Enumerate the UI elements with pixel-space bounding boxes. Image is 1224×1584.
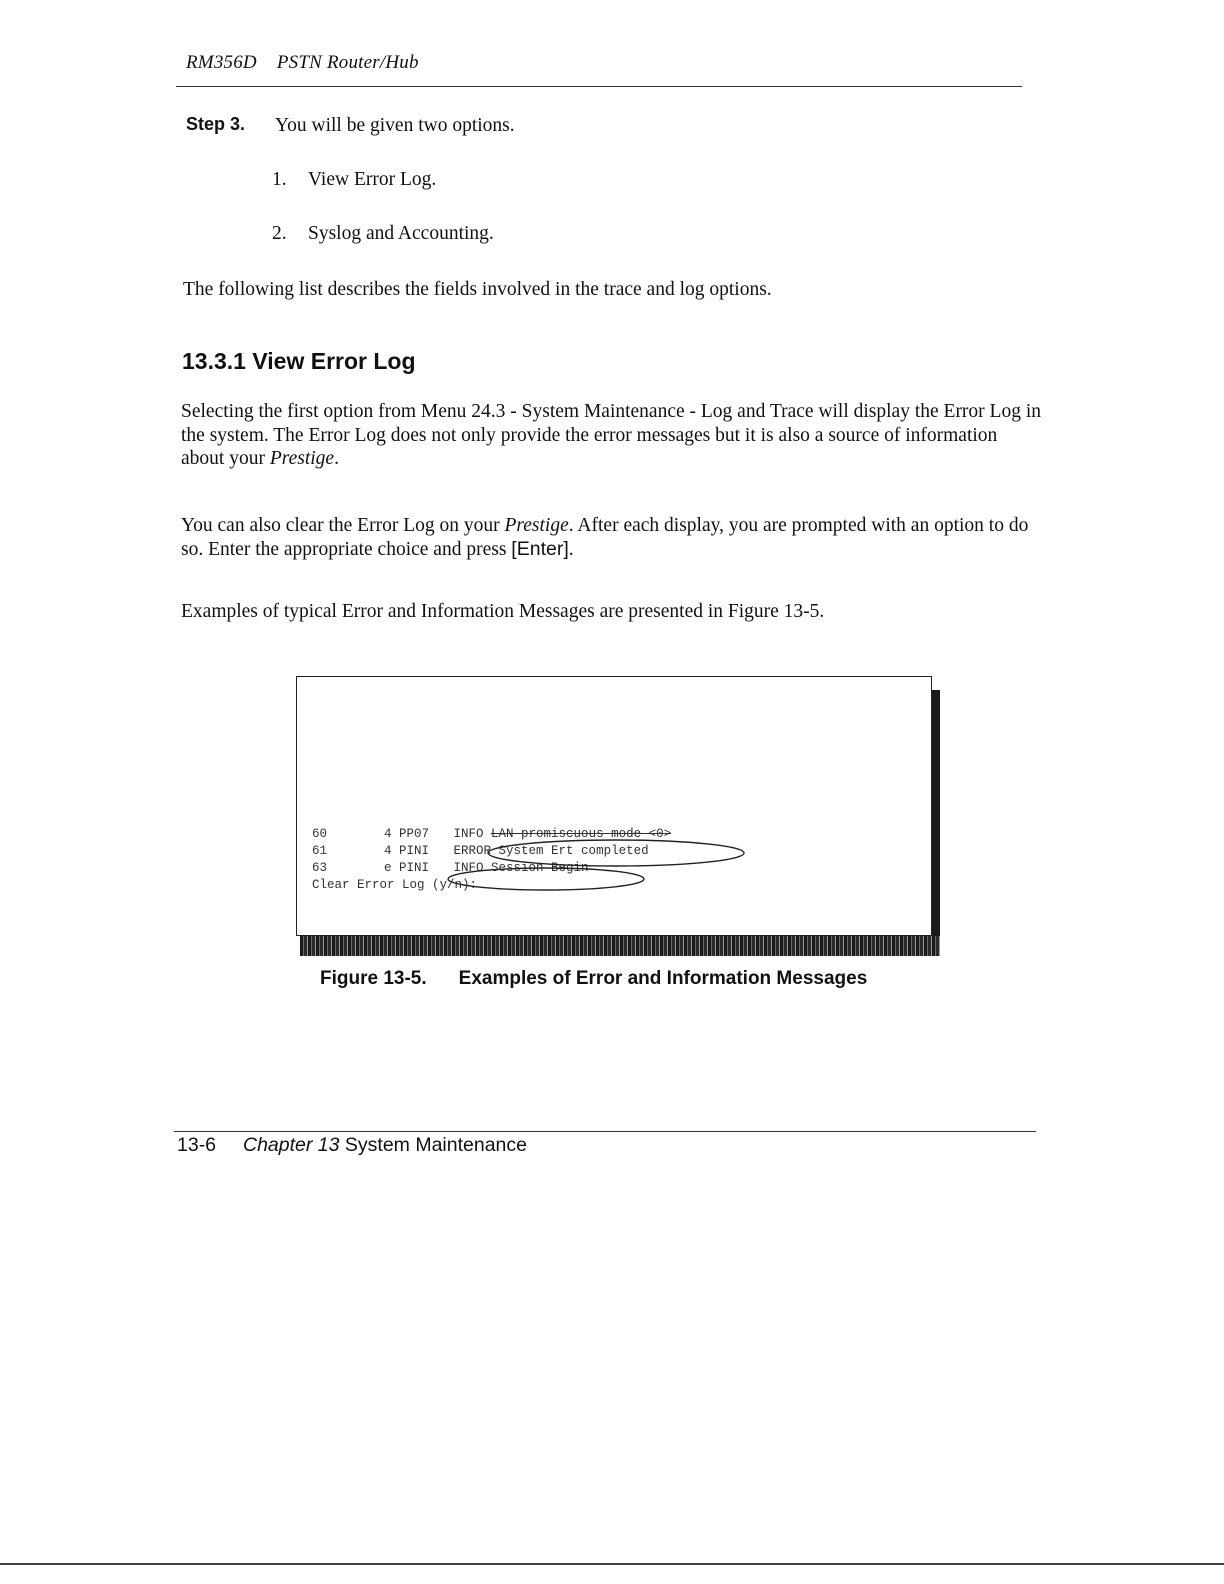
terminal-screen-figure: [296, 676, 932, 936]
option-item-2: [272, 222, 494, 246]
footer-title: System Maintenance: [344, 1134, 527, 1156]
paragraph-2-text: You can also clear the Error Log on your: [181, 515, 505, 536]
log-source: 4 PINI: [384, 844, 430, 858]
log-row: [312, 826, 671, 843]
log-index: 63: [312, 861, 328, 875]
log-message: Session Begin: [491, 861, 589, 875]
log-index: 61: [312, 844, 328, 858]
option-number: 2.: [272, 223, 287, 244]
page-footer: [177, 1134, 527, 1157]
log-source: e PINI: [384, 861, 430, 875]
figure-caption: [320, 968, 867, 990]
option-item-1: [272, 168, 436, 192]
log-index: 60: [312, 827, 328, 841]
option-number: 1.: [272, 169, 287, 190]
paragraph-2: [181, 514, 1041, 561]
error-log-listing: [312, 826, 671, 894]
intro-paragraph: The following list describes the fields involved in the trace and log options.: [183, 279, 772, 300]
log-level: INFO: [453, 827, 484, 841]
footer-chapter: Chapter 13: [243, 1134, 340, 1156]
log-level: ERROR: [453, 844, 492, 858]
header-product: RM356D: [186, 52, 257, 73]
product-name-emphasis: Prestige: [504, 515, 569, 536]
figure-number: Figure 13-5.: [320, 968, 427, 989]
step-text: You will be given two options.: [275, 115, 515, 136]
page-number: 13-6: [177, 1134, 217, 1156]
log-source: 4 PP07: [384, 827, 430, 841]
option-text: View Error Log.: [308, 169, 437, 190]
header-rule: [176, 86, 1022, 87]
log-message: LAN promiscuous mode <0>: [491, 827, 672, 841]
figure-shadow-bottom: [300, 936, 940, 956]
log-level: INFO: [453, 861, 484, 875]
header-title: PSTN Router/Hub: [276, 52, 419, 73]
section-heading: 13.3.1 View Error Log: [182, 348, 416, 374]
paragraph-1: [181, 400, 1041, 471]
log-message: System Ert completed: [498, 844, 649, 858]
paragraph-1-end: .: [334, 448, 339, 469]
clear-log-prompt: Clear Error Log (y/n):: [312, 878, 478, 892]
figure-title: Examples of Error and Information Messages: [458, 968, 868, 989]
paragraph-2-end: .: [568, 538, 574, 560]
log-row: [312, 860, 671, 877]
step-label: Step 3.: [186, 114, 246, 134]
option-text: Syslog and Accounting.: [308, 223, 494, 244]
paragraph-1-text: Selecting the first option from Menu 24.3 - System Maintenance - Log and Trace will display the Error Log in the system. The Error Log does not only provide the error messages but it is also a source of information about your: [181, 401, 1041, 469]
running-header: [186, 52, 419, 74]
enter-key-label: [Enter]: [511, 537, 569, 560]
paragraph-3: Examples of typical Error and Information Messages are presented in Figure 13-5.: [181, 601, 825, 622]
product-name-emphasis: Prestige: [269, 448, 335, 469]
footer-rule: [174, 1131, 1036, 1132]
log-row: [312, 843, 671, 860]
paragraph-2-middle: . After each display, you are prompted with an option to do so. Enter the appropriate choice and press: [181, 515, 1029, 560]
scan-edge-line: [0, 1563, 1224, 1565]
